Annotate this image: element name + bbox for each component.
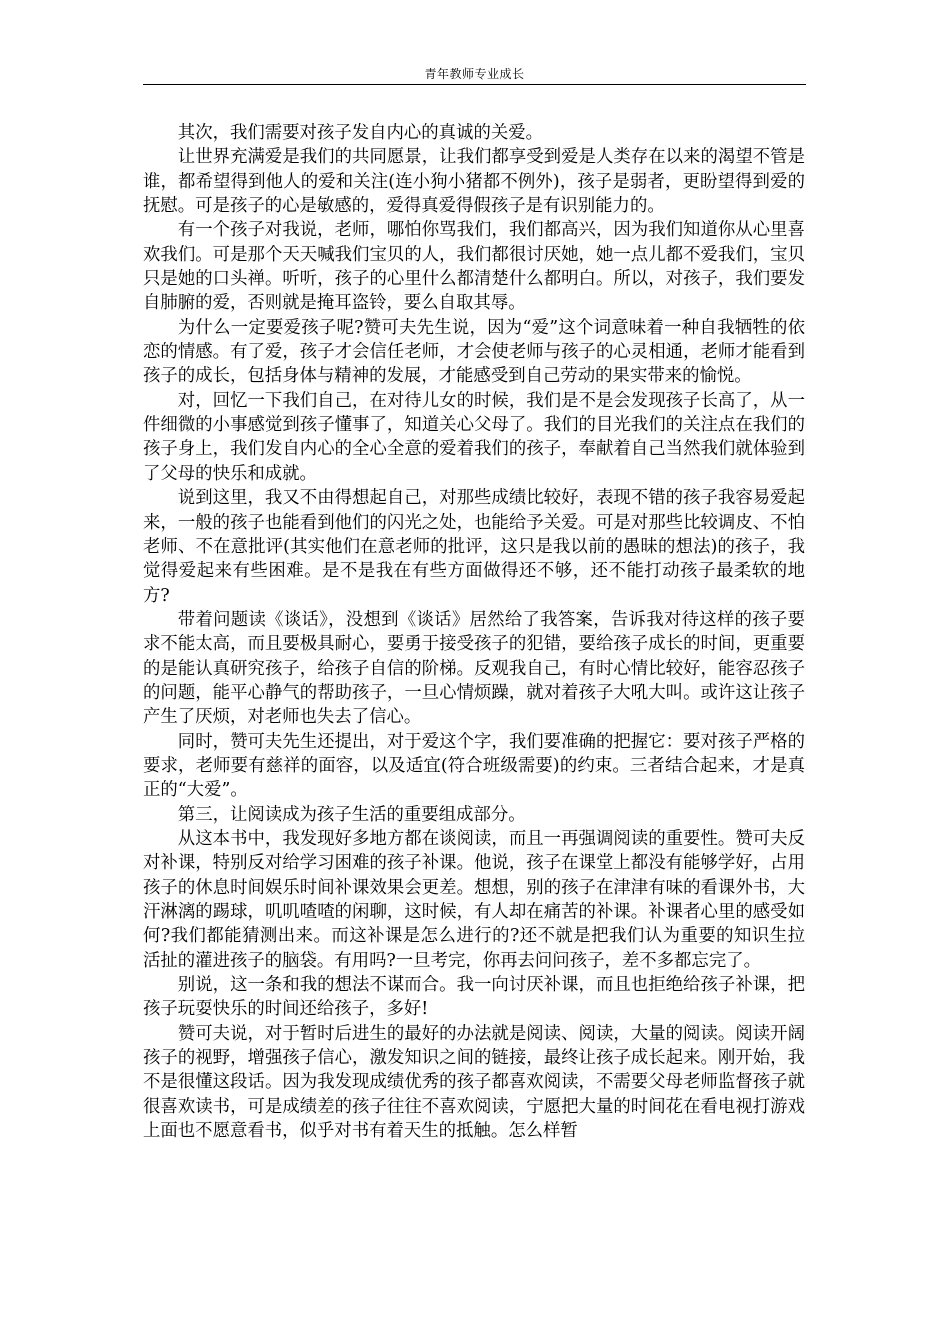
paragraph-8: 同时，赞可夫先生还提出，对于爱这个字，我们要准确的把握它：要对孩子严格的要求，老师要有慈祥的面容，以及适宜(符合班级需要)的约束。三者结合起来，才是真正的“大爱”。 [143,731,805,801]
paragraph-5: 对，回忆一下我们自己，在对待儿女的时候，我们是不是会发现孩子长高了，从一件细微的小事感觉到孩子懂事了，知道关心父母了。我们的目光我们的关注点在我们的孩子身上，我们发自内心的全心全意的爱着我们的孩子，奉献着自己当然我们就体验到了父母的快乐和成就。 [143,390,805,484]
paragraph-3: 有一个孩子对我说，老师，哪怕你骂我们，我们都高兴，因为我们知道你从心里喜欢我们。可是那个天天喊我们宝贝的人，我们都很讨厌她，她一点儿都不爱我们，宝贝只是她的口头禅。听听，孩子的心里什么都清楚什么都明白。所以，对孩子，我们要发自肺腑的爱，否则就是掩耳盗铃，要么自取其辱。 [143,220,805,314]
paragraph-9: 第三，让阅读成为孩子生活的重要组成部分。 [177,804,526,825]
paragraph-12: 赞可夫说，对于暂时后进生的最好的办法就是阅读、阅读，大量的阅读。阅读开阔孩子的视野，增强孩子信心，激发知识之间的链接，最终让孩子成长起来。刚开始，我不是很懂这段话。因为我发现成绩优秀的孩子都喜欢阅读，不需要父母老师监督孩子就很喜欢读书，可是成绩差的孩子往往不喜欢阅读，宁愿把大量的时间花在看电视打游戏上面也不愿意看书，似乎对书有着天生的抵触。怎么样暂 [143,1023,805,1142]
paragraph-2: 让世界充满爱是我们的共同愿景，让我们都享受到爱是人类存在以来的渴望不管是谁，都希望得到他人的爱和关注(连小狗小猪都不例外)，孩子是弱者，更盼望得到爱的抚慰。可是孩子的心是敏感的，爱得真爱得假孩子是有识别能力的。 [143,147,805,217]
paragraph-1: 其次，我们需要对孩子发自内心的真诚的关爱。 [177,123,544,143]
paragraph-7: 带着问题读《谈话》，没想到《谈话》居然给了我答案，告诉我对待这样的孩子要求不能太高，而且要极具耐心，要勇于接受孩子的犯错，要给孩子成长的时间，更重要的是能认真研究孩子，给孩子自信的阶梯。反观我自己，有时心情比较好，能容忍孩子的问题，能平心静气的帮助孩子，一旦心情烦躁，就对着孩子大吼大叫。或许这让孩子产生了厌烦，对老师也失去了信心。 [143,609,805,728]
header-divider [143,84,806,85]
paragraph-11: 别说，这一条和我的想法不谋而合。我一向讨厌补课，而且也拒绝给孩子补课，把孩子玩耍快乐的时间还给孩子，多好! [143,975,805,1020]
page-header-title: 青年教师专业成长 [424,67,525,81]
document-body [143,121,805,1143]
paragraph-6: 说到这里，我又不由得想起自己，对那些成绩比较好，表现不错的孩子我容易爱起来，一般的孩子也能看到他们的闪光之处，也能给予关爱。可是对那些比较调皮、不怕老师、不在意批评(其实他们在意老师的批评，这只是我以前的愚昧的想法)的孩子，我觉得爱起来有些困难。是不是我在有些方面做得还不够，还不能打动孩子最柔软的地方? [143,488,805,606]
paragraph-10: 从这本书中，我发现好多地方都在谈阅读，而且一再强调阅读的重要性。赞可夫反对补课，特别反对给学习困难的孩子补课。他说，孩子在课堂上都没有能够学好，占用孩子的休息时间娱乐时间补课效果会更差。想想，别的孩子在津津有味的看课外书，大汗淋漓的踢球，叽叽喳喳的闲聊，这时候，有人却在痛苦的补课。补课者心里的感受如何?我们都能猜测出来。而这补课是怎么进行的?还不就是把我们认为重要的知识生拉活扯的灌进孩子的脑袋。有用吗?一旦考完，你再去问问孩子，差不多都忘完了。 [143,828,805,971]
paragraph-4: 为什么一定要爱孩子呢?赞可夫先生说，因为“爱”这个词意味着一种自我牺牲的依恋的情感。有了爱，孩子才会信任老师，才会使老师与孩子的心灵相通，老师才能看到孩子的成长，包括身体与精神的发展，才能感受到自己劳动的果实带来的愉悦。 [143,317,805,387]
